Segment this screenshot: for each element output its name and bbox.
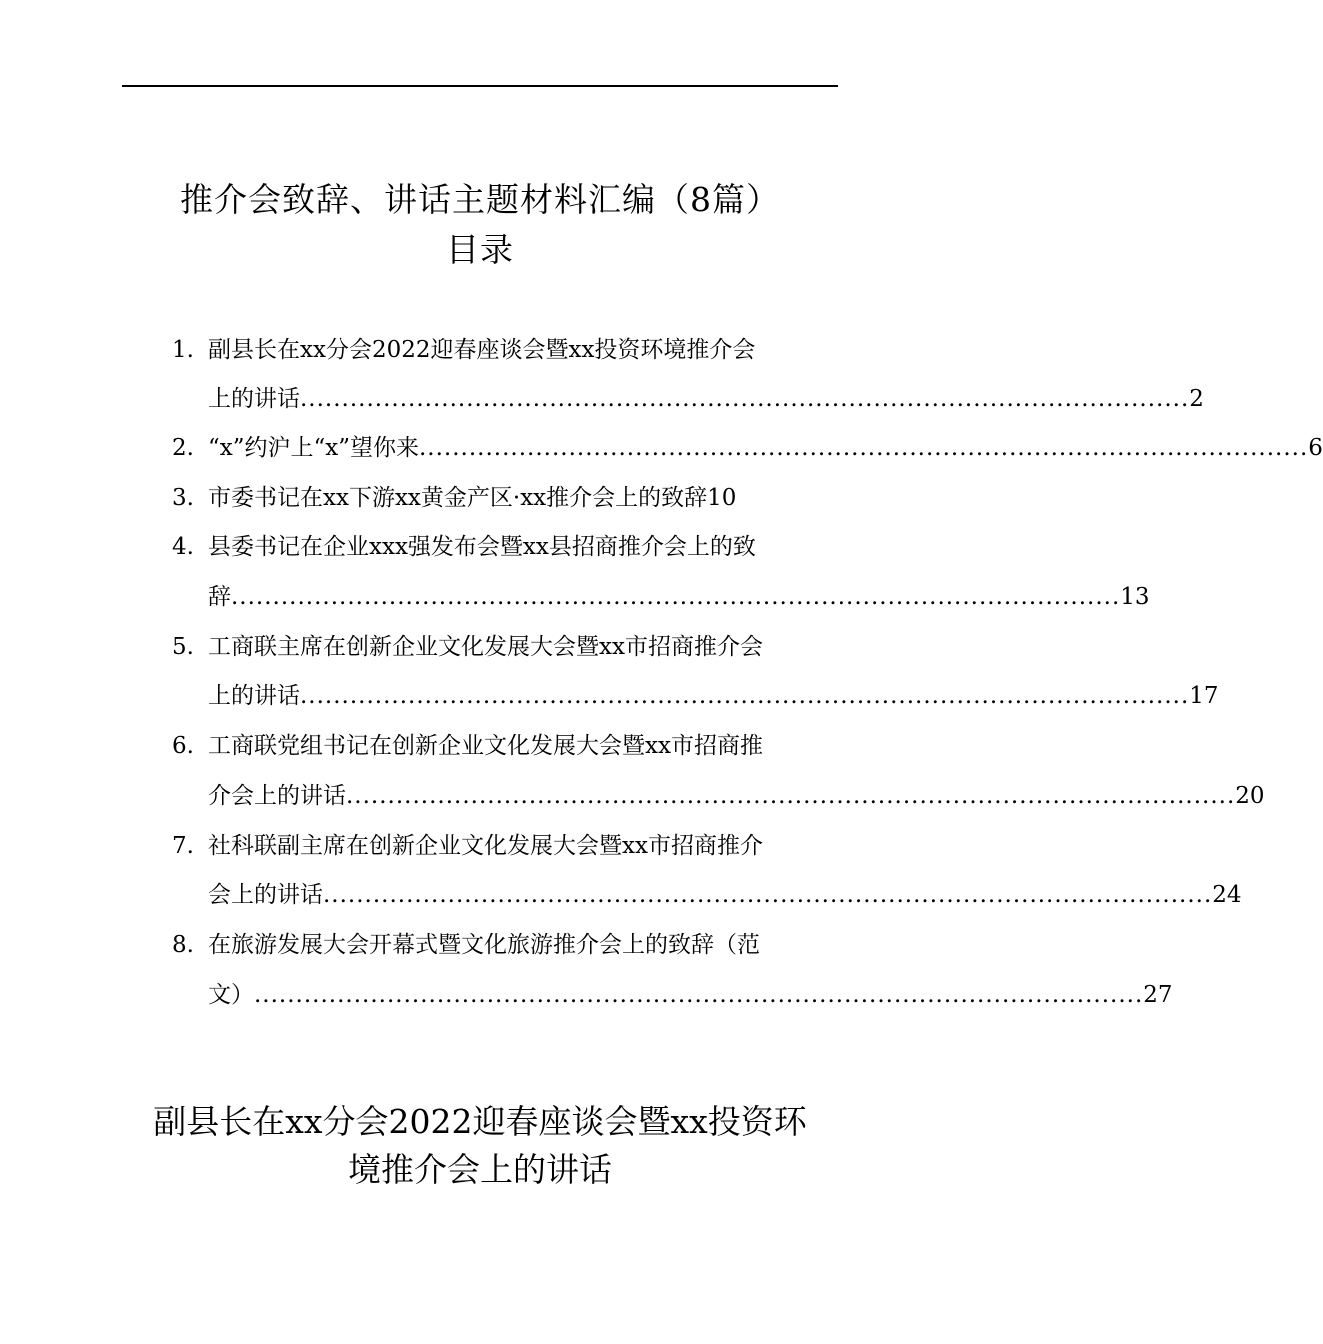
toc-entry-2[interactable] [208, 434, 1323, 462]
dot-leader: ........................................................................................................... [231, 584, 1121, 610]
toc-entry-title-cont: 辞 [208, 584, 231, 610]
toc-entry-4[interactable] [208, 583, 1150, 611]
toc-entry-1-title[interactable]: 副县长在xx分会2022迎春座谈会暨xx投资环境推介会 [208, 337, 756, 363]
toc-heading: 目录 [446, 230, 514, 269]
toc-entry-7[interactable] [208, 881, 1242, 909]
dot-leader: ........................................................................................................... [300, 683, 1190, 709]
toc-entry-title: “x”约沪上“x”望你来 [208, 435, 419, 461]
toc-page-number: 13 [1120, 584, 1150, 610]
toc-page-number: 17 [1189, 683, 1219, 709]
toc-number: 1. [172, 337, 194, 363]
toc-entry-title: 市委书记在xx下游xx黄金产区·xx推介会上的致辞 [208, 485, 708, 511]
toc-entry-title-cont: 介会上的讲话 [208, 783, 346, 809]
toc-number: 5. [172, 634, 194, 660]
toc-number: 6. [172, 733, 194, 759]
toc-entry-6-title[interactable]: 工商联党组书记在创新企业文化发展大会暨xx市招商推 [208, 733, 763, 759]
toc-entry-5[interactable] [208, 682, 1219, 710]
toc-number: 8. [172, 932, 194, 958]
toc-page-number: 27 [1143, 982, 1173, 1008]
toc-entry-4-title[interactable]: 县委书记在企业xxx强发布会暨xx县招商推介会上的致 [208, 534, 756, 560]
toc-number: 3. [172, 485, 194, 511]
dot-leader: ........................................................................................................... [300, 386, 1190, 412]
section-title: 副县长在xx分会2022迎春座谈会暨xx投资环 [153, 1102, 807, 1141]
dot-leader: ........................................................................................................... [346, 783, 1236, 809]
toc-entry-title-cont: 会上的讲话 [208, 882, 323, 908]
toc-page-number: 2 [1189, 386, 1204, 412]
document-title: 推介会致辞、讲话主题材料汇编（8篇） [180, 180, 780, 219]
toc-number: 2. [172, 435, 194, 461]
toc-entry-title-cont: 上的讲话 [208, 683, 300, 709]
dot-leader: ........................................................................................................... [418, 435, 1309, 461]
toc-number: 4. [172, 534, 194, 560]
dot-leader: ........................................................................................................... [323, 882, 1213, 908]
toc-entry-title-cont: 文） [208, 982, 254, 1008]
toc-page-number: 20 [1235, 783, 1265, 809]
toc-entry-8[interactable] [208, 981, 1173, 1009]
toc-page-number: 6 [1308, 435, 1323, 461]
toc-entry-8-title[interactable]: 在旅游发展大会开幕式暨文化旅游推介会上的致辞（范 [208, 932, 760, 958]
dot-leader: ........................................................................................................... [254, 982, 1144, 1008]
toc-page-number: 10 [707, 485, 737, 511]
toc-number: 7. [172, 833, 194, 859]
section-title-cont: 境推介会上的讲话 [348, 1150, 612, 1189]
header-rule [122, 85, 838, 87]
toc-entry-5-title[interactable]: 工商联主席在创新企业文化发展大会暨xx市招商推介会 [208, 634, 763, 660]
toc-entry-7-title[interactable]: 社科联副主席在创新企业文化发展大会暨xx市招商推介 [208, 833, 763, 859]
toc-entry-1[interactable] [208, 385, 1204, 413]
toc-entry-3[interactable] [208, 484, 808, 512]
toc-entry-6[interactable] [208, 782, 1265, 810]
toc-entry-title-cont: 上的讲话 [208, 386, 300, 412]
toc-page-number: 24 [1212, 882, 1242, 908]
